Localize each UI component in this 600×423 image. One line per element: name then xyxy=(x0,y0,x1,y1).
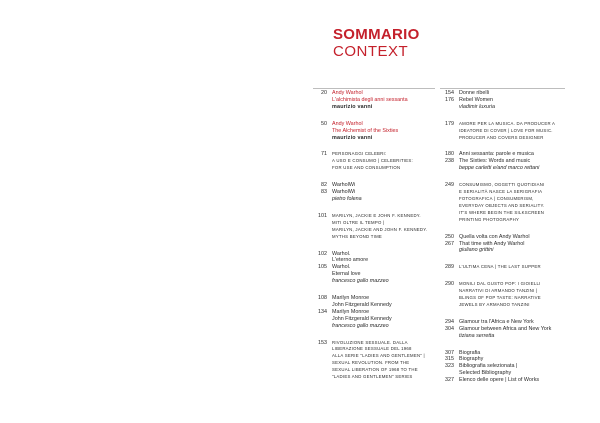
toc-entry[interactable] xyxy=(313,295,435,330)
entry-title-line: Quella volta con Andy Warhol xyxy=(459,233,530,240)
entry-title-line: Bibliografia selezionata | xyxy=(459,363,518,370)
entry-title-line: John Fitzgerald Kennedy xyxy=(332,315,392,322)
section-heading-line: LIBERAZIONE SESSUALE DEL 1968 xyxy=(332,346,412,352)
toc-page-numbers xyxy=(313,340,327,381)
left-column-divider xyxy=(313,88,435,89)
toc-entry[interactable] xyxy=(440,264,565,271)
toc-entry-text xyxy=(459,151,565,172)
entry-title-line: Andy Warhol xyxy=(332,90,363,96)
toc-entry[interactable] xyxy=(440,90,565,111)
toc-page-numbers xyxy=(440,350,454,385)
page-number: 82 xyxy=(321,182,327,189)
toc-page-numbers xyxy=(440,182,454,223)
page-number: 105 xyxy=(318,264,327,271)
entry-title-line: John Fitzgerald Kennedy xyxy=(332,301,392,308)
toc-entry-text xyxy=(459,319,565,340)
entry-author: francesco gallo mazzeo xyxy=(332,322,389,329)
toc-entry[interactable] xyxy=(440,234,565,255)
entry-title-line: That time with Andy Warhol xyxy=(459,240,525,247)
page-number: 154 xyxy=(445,90,454,96)
entry-title-line: Glamour between Africa and New York xyxy=(459,325,552,332)
entry-author: pietro folena xyxy=(332,195,362,202)
page-number: 304 xyxy=(445,325,454,332)
toc-page-numbers xyxy=(440,90,454,111)
entry-author: maurizio vanni xyxy=(332,134,373,141)
section-heading-line: EVERYDAY OBJECTS AND SERIALITY. xyxy=(459,202,545,208)
entry-author: francesco gallo mazzeo xyxy=(332,278,389,285)
section-heading-line: FOR USE AND CONSUMPTION xyxy=(332,165,401,171)
page-number: 176 xyxy=(445,96,454,103)
toc-entry-text xyxy=(459,90,565,111)
entry-author: vladimir luxuria xyxy=(459,103,495,110)
page-number xyxy=(313,257,327,264)
toc-entry-text xyxy=(459,264,565,271)
page-number: 294 xyxy=(445,318,454,325)
toc-entry-text xyxy=(459,182,565,223)
section-heading-line: PRODUCER AND COVERS DESIGNER xyxy=(459,134,544,140)
entry-title-line: The Sixties: Words and music xyxy=(459,158,531,165)
toc-entry-text xyxy=(459,350,565,385)
entry-title-line: Selected Bibliography xyxy=(459,370,512,377)
page-number xyxy=(313,302,327,309)
page-number: 50 xyxy=(321,120,327,127)
section-heading-line: PRINTING PHOTOGRAPHY xyxy=(459,216,520,222)
entry-title-line: Marilyn Monroe xyxy=(332,295,370,302)
section-heading-line: ALLA SERIE "LADIES AND GENTLEMEN" | xyxy=(332,353,425,359)
toc-entry[interactable] xyxy=(313,213,435,241)
toc-entry[interactable] xyxy=(313,251,435,286)
entry-title-line: Donne ribelli xyxy=(459,90,489,96)
toc-page-numbers xyxy=(313,151,327,172)
section-heading-line: L'ULTIMA CENA | THE LAST SUPPER xyxy=(459,264,541,270)
entry-title-line: Glamour tra l'Africa e New York xyxy=(459,318,534,325)
toc-page-numbers xyxy=(440,319,454,340)
page-number: 102 xyxy=(318,250,327,257)
entry-title-line: Eternal love xyxy=(332,271,361,278)
entry-title-line: Andy Warhol xyxy=(332,120,363,127)
section-heading-line: SEXUAL LIBERATION OF 1968 TO THE xyxy=(332,367,418,373)
page-number: 71 xyxy=(321,151,327,158)
page-number: 180 xyxy=(445,151,454,158)
page-number: 289 xyxy=(445,264,454,271)
entry-author: beppe carletti e/and marco rettani xyxy=(459,165,540,172)
section-heading-line: MITI OLTRE IL TEMPO | xyxy=(332,219,385,225)
toc-page-numbers xyxy=(440,281,454,309)
section-heading-line: AMORE PER LA MUSICA. DA PRODUCER A xyxy=(459,120,556,126)
entry-title-line: Biography xyxy=(459,356,484,363)
page-number: 290 xyxy=(445,281,454,288)
toc-entry[interactable] xyxy=(440,182,565,223)
entry-title-line: Marilyn Monroe xyxy=(332,308,370,315)
page-number: 179 xyxy=(445,120,454,127)
page-number: 315 xyxy=(445,356,454,363)
page-number: 101 xyxy=(318,212,327,219)
toc-entry-text xyxy=(332,251,435,286)
toc-title: SOMMARIO xyxy=(333,26,420,43)
toc-page-numbers xyxy=(440,234,454,255)
toc-entry[interactable] xyxy=(313,340,435,381)
section-heading-line: SEXUAL REVOLUTION. FROM THE xyxy=(332,360,410,366)
page-number: 267 xyxy=(445,240,454,247)
page-number: 250 xyxy=(445,233,454,240)
entry-title-line: L'eterno amore xyxy=(332,257,369,264)
toc-page-numbers xyxy=(313,121,327,142)
section-heading-line: RIVOLUZIONE SESSUALE. DALLA xyxy=(332,339,408,345)
toc-entry[interactable] xyxy=(440,281,565,309)
toc-heading xyxy=(333,26,420,60)
section-heading-line: CONSUMISMO, OGGETTI QUOTIDIANI xyxy=(459,182,545,188)
section-heading-line: MONILI DAL GUSTO POP: I GIOIELLI xyxy=(459,281,541,287)
section-heading-line: MARILYN, JACKIE E JOHN F. KENNEDY. xyxy=(332,212,421,218)
toc-page-numbers xyxy=(313,251,327,286)
toc-entry-text xyxy=(332,295,435,330)
toc-right-column xyxy=(440,90,565,394)
entry-title-line: Rebel Women xyxy=(459,96,494,103)
page-number: 238 xyxy=(445,158,454,165)
toc-page-numbers xyxy=(313,295,327,330)
page-number: 307 xyxy=(445,349,454,356)
toc-entry-text xyxy=(332,340,435,381)
entry-title-line: The Alchemist of the Sixties xyxy=(332,127,399,134)
section-heading-line: PERSONAGGI CELEBRI: xyxy=(332,151,387,157)
section-heading-line: IDEATORE DI COVER | LOVE FOR MUSIC. xyxy=(459,127,553,133)
page-number: 20 xyxy=(321,90,327,96)
toc-subtitle: CONTEXT xyxy=(333,43,409,60)
toc-page-numbers xyxy=(440,264,454,271)
toc-entry[interactable] xyxy=(313,121,435,142)
section-heading-line: FOTOGRAFICA | CONSUMERISM, xyxy=(459,195,534,201)
toc-page-numbers xyxy=(313,182,327,203)
section-heading-line: "LADIES AND GENTLEMEN" SERIES xyxy=(332,374,413,380)
toc-entry-text xyxy=(459,234,565,255)
toc-entry-text xyxy=(459,121,565,142)
section-heading-line: IT'S WHERE BEGIN THE SILKSCREEN xyxy=(459,209,545,215)
entry-title-line: L'alchimista degli anni sessanta xyxy=(332,96,408,103)
page-number xyxy=(440,370,454,377)
toc-left-column xyxy=(313,90,435,391)
page-number: 153 xyxy=(318,339,327,346)
toc-entry[interactable] xyxy=(313,90,435,111)
entry-author: tiziana serretta xyxy=(459,332,495,339)
toc-entry-text xyxy=(332,213,435,241)
toc-page-numbers xyxy=(440,151,454,172)
toc-entry-text xyxy=(332,90,435,111)
entry-title-line: Elenco delle opere | List of Works xyxy=(459,377,540,384)
section-heading-line: MARILYN, JACKIE AND JOHN F. KENNEDY. xyxy=(332,226,428,232)
toc-entry[interactable] xyxy=(440,319,565,340)
entry-title-line: WarholWi xyxy=(332,189,356,196)
page-number: 249 xyxy=(445,182,454,189)
section-heading-line: NARRATIVI DI ARMANDO TANZINI | xyxy=(459,288,538,294)
toc-entry[interactable] xyxy=(313,182,435,203)
right-column-divider xyxy=(440,88,565,89)
toc-entry[interactable] xyxy=(313,151,435,172)
page-number: 108 xyxy=(318,295,327,302)
section-heading-line: BLINGS OF POP TASTE: NARRATIVE xyxy=(459,295,541,301)
section-heading-line: JEWELS BY ARMANDO TANZINI xyxy=(459,301,530,307)
page-number: 134 xyxy=(318,308,327,315)
entry-title-line: Warhol. xyxy=(332,250,351,257)
page-number: 323 xyxy=(445,363,454,370)
toc-entry[interactable] xyxy=(440,151,565,172)
section-heading-line: A USO E CONSUMO | CELEBRITIES: xyxy=(332,158,413,164)
page-number: 327 xyxy=(445,377,454,384)
entry-author: maurizio vanni xyxy=(332,103,373,110)
toc-entry-text xyxy=(332,182,435,203)
entry-title-line: Warhol. xyxy=(332,264,351,271)
page-number: 83 xyxy=(321,189,327,196)
section-heading-line: MYTHS BEYOND TIME xyxy=(332,233,383,239)
toc-page-numbers xyxy=(313,213,327,241)
entry-title-line: WarholWi xyxy=(332,182,356,189)
section-heading-line: E SERIALITÀ NASCE LA SERIGRAFIA xyxy=(459,189,543,195)
toc-page-numbers xyxy=(440,121,454,142)
toc-entry[interactable] xyxy=(440,121,565,142)
toc-entry-text xyxy=(332,121,435,142)
toc-entry[interactable] xyxy=(440,350,565,385)
toc-page-numbers xyxy=(313,90,327,111)
toc-entry-text xyxy=(332,151,435,172)
entry-title-line: Biografia xyxy=(459,349,481,356)
toc-entry-text xyxy=(459,281,565,309)
entry-title-line: Anni sessanta: parole e musica xyxy=(459,151,534,158)
entry-author: giuliano grittini xyxy=(459,247,494,254)
